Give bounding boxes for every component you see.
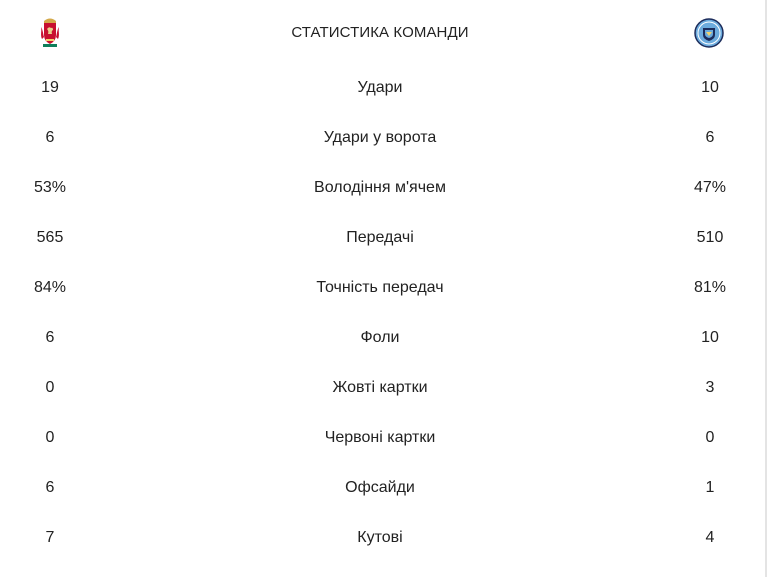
stat-label: Офсайди xyxy=(345,479,415,496)
away-value: 6 xyxy=(705,129,715,146)
team-stats-header xyxy=(0,0,760,64)
away-value: 4 xyxy=(705,529,715,546)
stat-label: Жовті картки xyxy=(332,379,428,396)
away-value: 81% xyxy=(693,279,727,296)
stat-label: Володіння м'ячем xyxy=(314,179,446,196)
home-value: 7 xyxy=(45,529,55,546)
away-value: 10 xyxy=(701,79,719,96)
stat-row-corners xyxy=(0,514,760,564)
stat-label: Кутові xyxy=(357,529,403,546)
home-value: 19 xyxy=(41,79,59,96)
away-value: 47% xyxy=(693,179,727,196)
stat-label: Точність передач xyxy=(316,279,444,296)
stat-row-pass-accuracy xyxy=(0,264,760,314)
stat-row-passes xyxy=(0,214,760,264)
home-value: 0 xyxy=(45,429,55,446)
stat-row-shots xyxy=(0,64,760,114)
home-value: 565 xyxy=(36,229,64,246)
away-team-logo[interactable] xyxy=(694,17,724,49)
home-value: 84% xyxy=(33,279,67,296)
team-stats-table xyxy=(0,64,760,564)
home-value: 6 xyxy=(45,129,55,146)
stat-label: Передачі xyxy=(346,229,414,246)
home-value: 53% xyxy=(33,179,67,196)
stat-label: Фоли xyxy=(360,329,400,346)
stat-row-fouls xyxy=(0,314,760,364)
home-value: 0 xyxy=(45,379,55,396)
stat-label: Удари у ворота xyxy=(323,129,437,146)
stat-label: Удари xyxy=(357,79,403,96)
stat-row-shots-on-target xyxy=(0,114,760,164)
home-value: 6 xyxy=(45,329,55,346)
stat-row-offsides xyxy=(0,464,760,514)
away-value: 3 xyxy=(705,379,715,396)
away-value: 510 xyxy=(696,229,724,246)
page-title: СТАТИСТИКА КОМАНДИ xyxy=(291,24,469,41)
stat-row-yellow-cards xyxy=(0,364,760,414)
away-value: 1 xyxy=(705,479,715,496)
stat-row-possession xyxy=(0,164,760,214)
stat-label: Червоні картки xyxy=(324,429,436,446)
stat-row-red-cards xyxy=(0,414,760,464)
away-value: 10 xyxy=(701,329,719,346)
manchester-city-crest-icon xyxy=(694,18,724,48)
home-value: 6 xyxy=(45,479,55,496)
away-value: 0 xyxy=(705,429,715,446)
